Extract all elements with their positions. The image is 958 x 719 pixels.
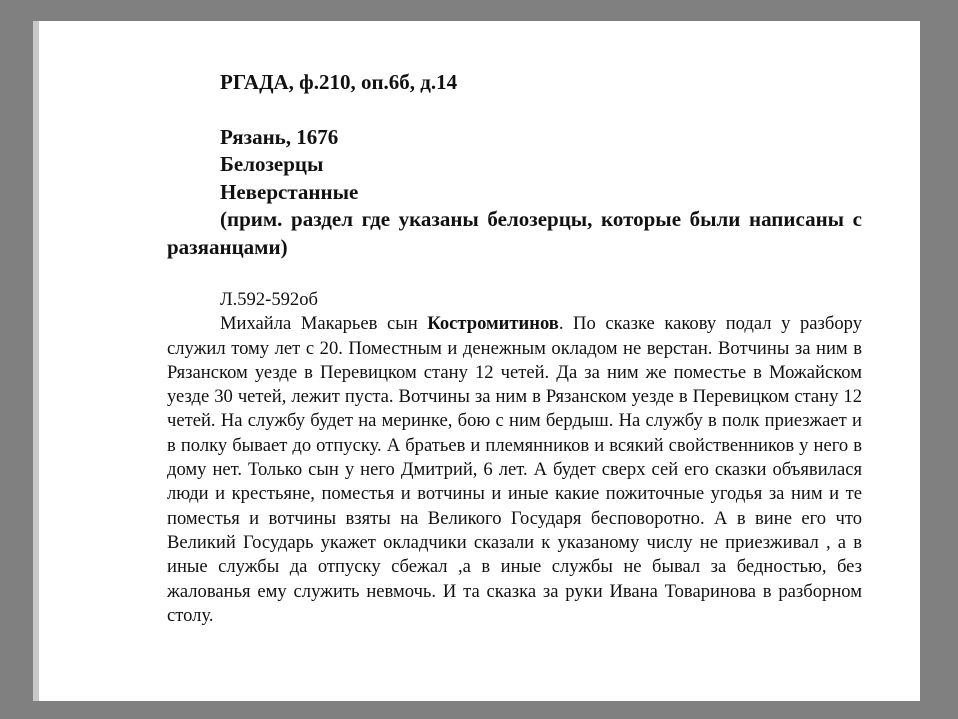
archive-reference: РГАДА, ф.210, оп.6б, д.14 (220, 70, 458, 94)
entry-text: . По сказке какову подал у разбору служил тому лет с 20. Поместным и денежным окладом не верстан. Вотчины за ним в Рязанском уезде в Перевицком стану 12 четей. Да за ним же поместье в Можайском уезде 30 четей, лежит пуста. Вотчины за ним в Рязанском уезде в Перевицком стану 12 четей. На службу будет на меринке, бою с ним бердыш. На службу в полк приезжает и в полку бывает до отпуску. А братьев и племянников и всякий свойственников у него в дому нет. Только сын у него Дмитрий, 6 лет. А будет сверх сей его сказки объявилася люди и крестьяне, поместья и вотчины и иные какие пожиточные угодья за ним и те поместья и вотчины взяты на Великого Государя бесповоротно. А в вине его что Великий Государь укажет окладчики сказали к указаному числу не приезживал , а в иные службы да отпуску сбежал ,а в иные службы не бывал за бедностью, без жалованья ему служить невмочь. И та сказка за руки Ивана Товаринова в разборном столу. (167, 313, 863, 626)
entry-paragraph (167, 312, 862, 628)
group-heading: Белозерцы (220, 152, 324, 176)
place-year-heading: Рязань, 1676 (220, 124, 339, 149)
entry-lead: Михайла Макарьев сын (220, 313, 428, 335)
document-page (33, 21, 920, 701)
entry-surname: Костромитинов (427, 313, 559, 335)
document-content (167, 69, 862, 628)
status-heading: Неверстанные (220, 179, 359, 204)
section-note: (прим. раздел где указаны белозерцы, которые были написаны с разяанцами) (167, 207, 862, 259)
spacer (167, 261, 862, 288)
folio-reference: Л.592-592об (220, 289, 318, 310)
